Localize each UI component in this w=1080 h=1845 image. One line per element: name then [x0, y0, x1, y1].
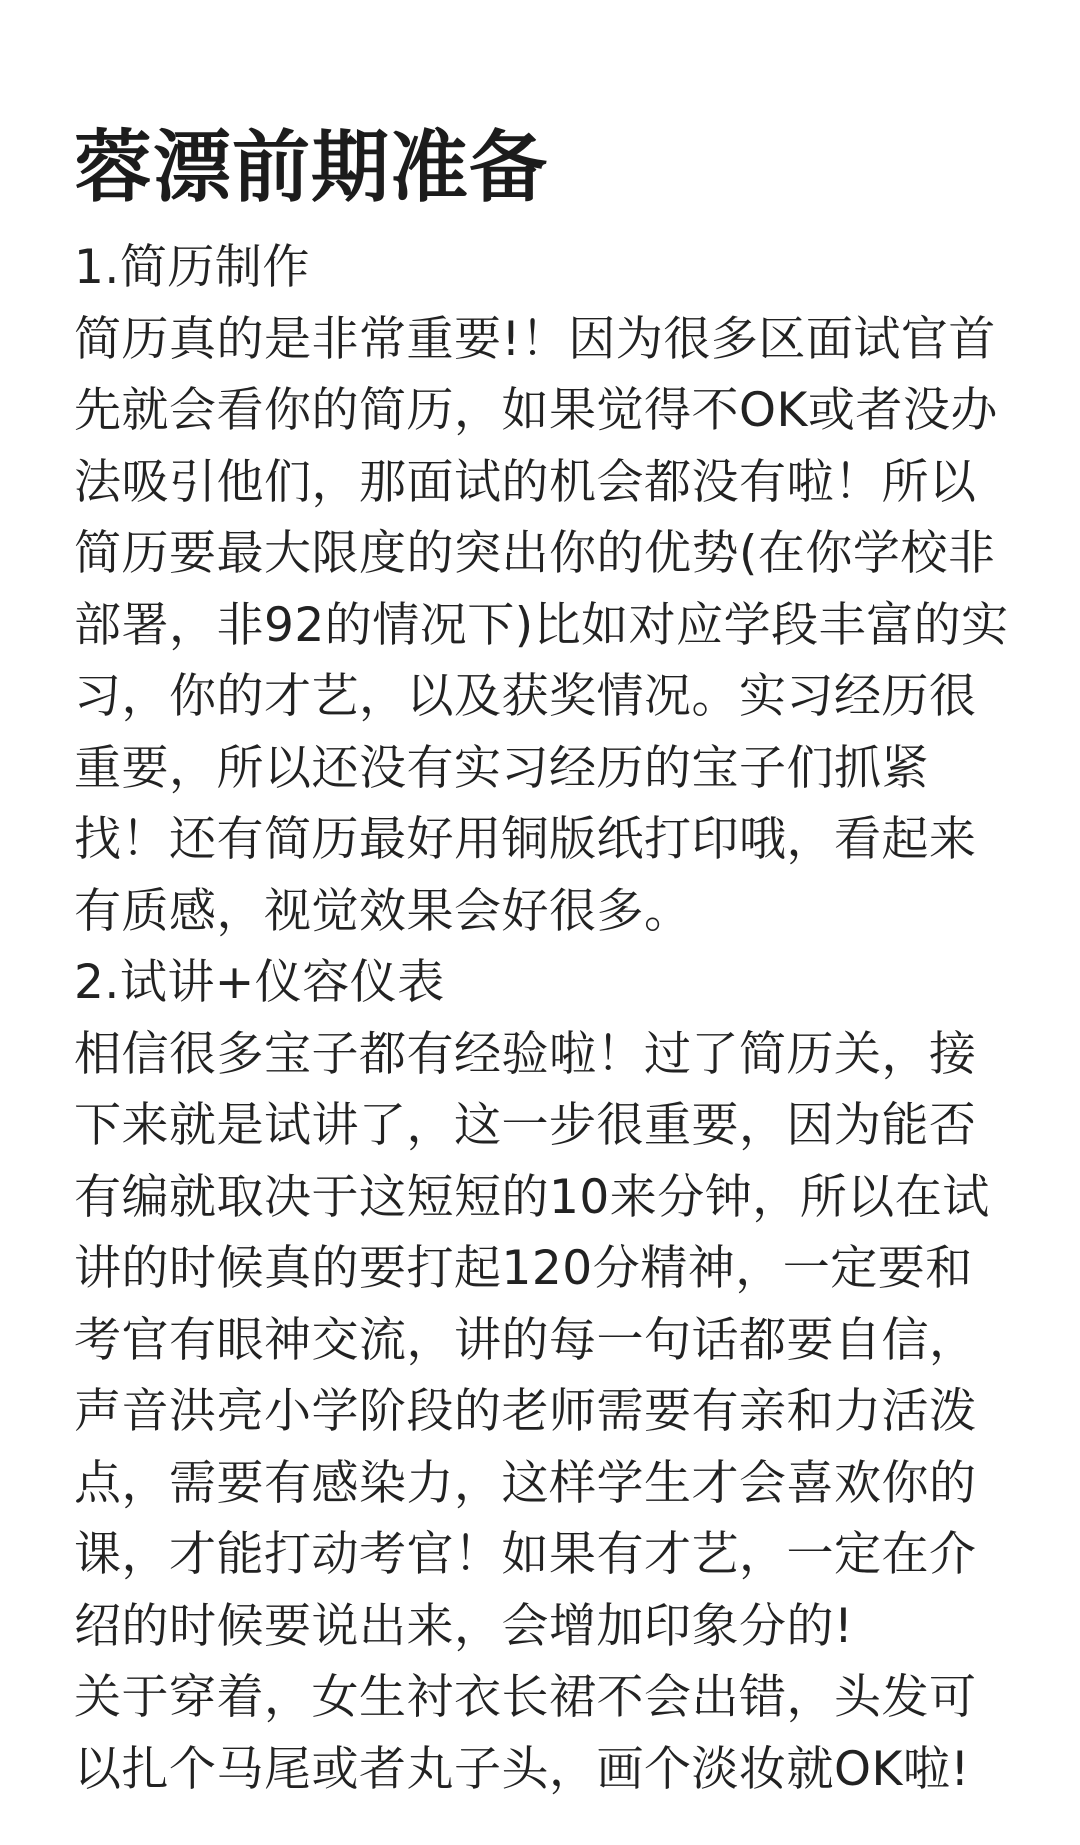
section-heading-trial-lecture: 2.试讲+仪容仪表 [74, 955, 445, 1010]
section-heading-resume: 1.简历制作 [74, 240, 310, 295]
article-body [74, 232, 1016, 1805]
page-title: 蓉漂前期准备 [74, 123, 549, 213]
paragraph-resume: 简历真的是非常重要!！因为很多区面试官首先就会看你的简历，如果觉得不OK或者没办法吸引他们，那面试的机会都没有啦！所以简历要最大限度的突出你的优势(在你学校非部署，非92的情况下)比如对应学段丰富的实习，你的才艺，以及获奖情况。实习经历很重要，所以还没有实习经历的宝子们抓紧找！还有简历最好用铜版纸打印哦，看起来有质感，视觉效果会好很多。 [74, 311, 1009, 939]
paragraph-trial-lecture: 相信很多宝子都有经验啦！过了简历关，接下来就是试讲了，这一步很重要，因为能否有编就取决于这短短的10来分钟，所以在试讲的时候真的要打起120分精神，一定要和考官有眼神交流，讲的每一句话都要自信，声音洪亮小学阶段的老师需要有亲和力活泼点，需要有感染力，这样学生才会喜欢你的课，才能打动考官！如果有才艺，一定在介绍的时候要说出来，会增加印象分的! [74, 1026, 990, 1654]
paragraph-attire: 关于穿着，女生衬衣长裙不会出错，头发可以扎个马尾或者丸子头，画个淡妆就OK啦! [74, 1670, 977, 1797]
